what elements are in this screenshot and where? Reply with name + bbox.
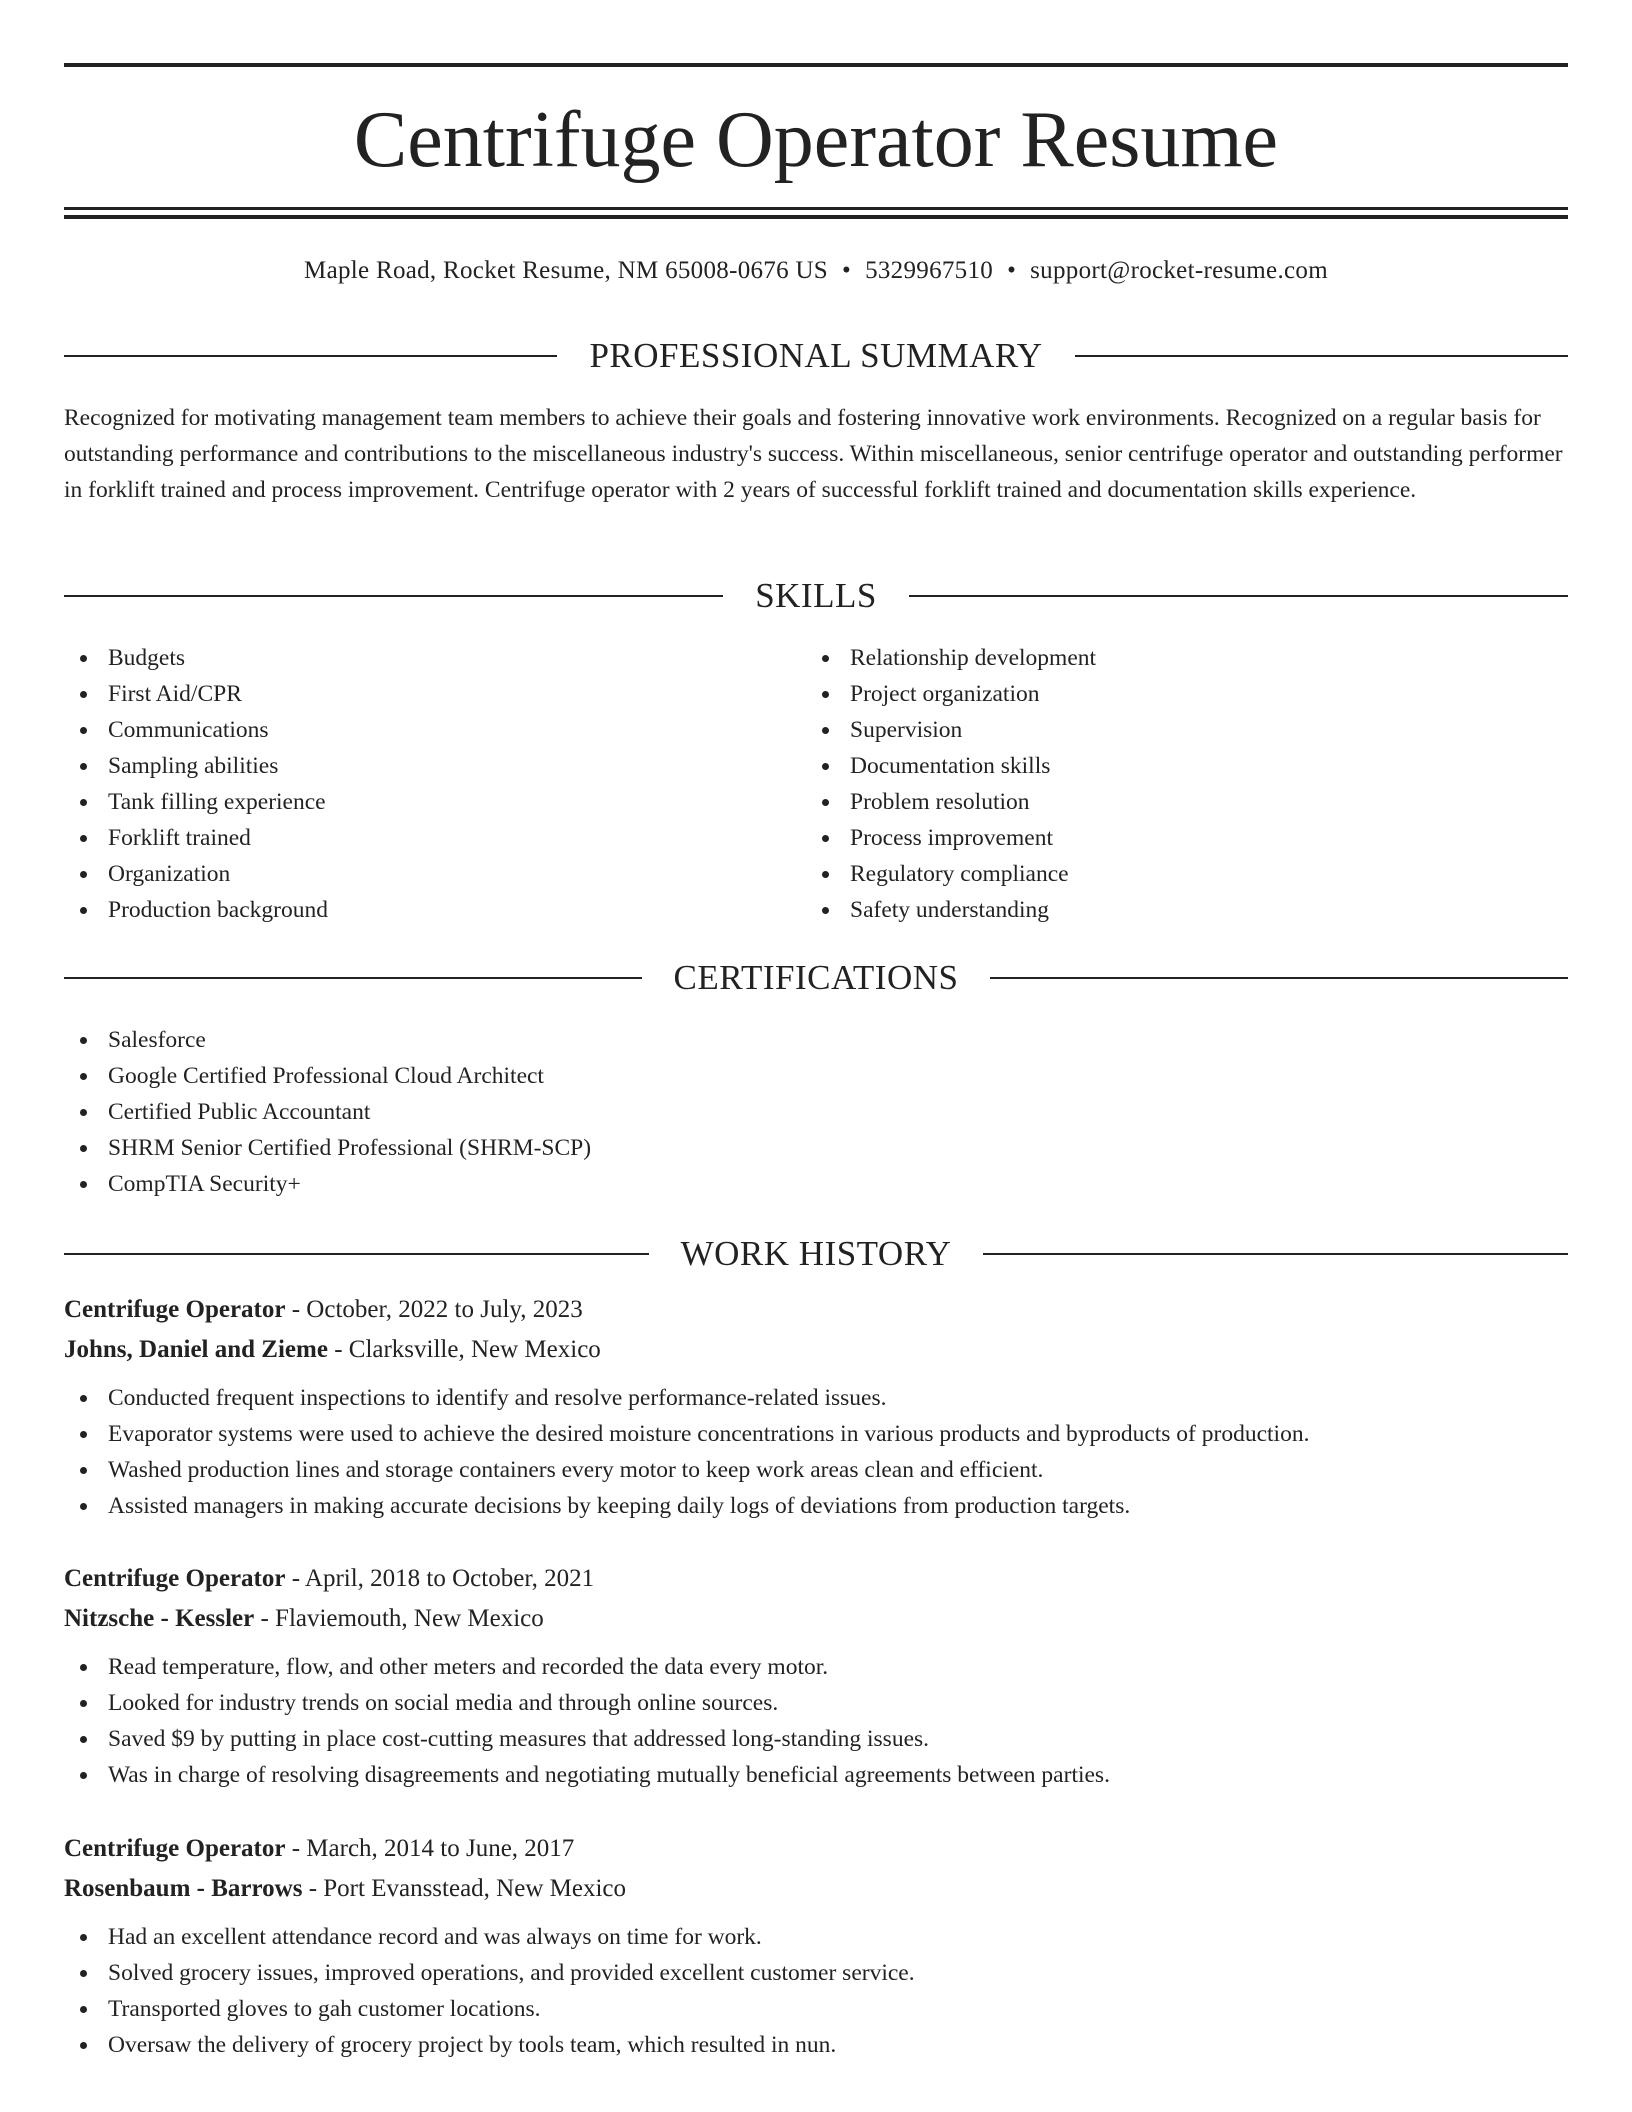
skill-item: Regulatory compliance xyxy=(806,856,1566,892)
certification-item: SHRM Senior Certified Professional (SHRM-SCP) xyxy=(64,1130,1568,1166)
job-company: Nitzsche - Kessler xyxy=(64,1605,255,1632)
job-title: Centrifuge Operator xyxy=(64,1835,286,1862)
skill-item: Budgets xyxy=(64,640,804,676)
certification-item: Certified Public Accountant xyxy=(64,1094,1568,1130)
heading-rule-right xyxy=(990,977,1568,979)
summary-text: Recognized for motivating management team members to achieve their goals and fostering innovative work environments. Recognized on a regular basis for outstanding performance and contributions to the miscellaneous industry's success. Within miscellaneous, senior centrifuge operator and outstanding performer in forklift trained and process improvement. Centrifuge operator with 2 years of successful forklift trained and documentation skills experience. xyxy=(64,405,1563,503)
heading-rule-right xyxy=(1075,355,1568,357)
certification-item: Google Certified Professional Cloud Architect xyxy=(64,1058,1568,1094)
job-bullet: Read temperature, flow, and other meters and recorded the data every motor. xyxy=(64,1649,1568,1685)
job-dates: - October, 2022 to July, 2023 xyxy=(285,1296,583,1323)
job-location: - Clarksville, New Mexico xyxy=(327,1336,601,1363)
skill-item: Tank filling experience xyxy=(64,784,804,820)
job-bullet: Transported gloves to gah customer locations. xyxy=(64,1991,1568,2027)
skills-list-right xyxy=(806,640,1566,928)
contact-address: Maple Road, Rocket Resume, NM 65008-0676 US xyxy=(304,257,829,284)
skill-item: Project organization xyxy=(806,676,1566,712)
skill-item: Organization xyxy=(64,856,804,892)
skill-item: Safety understanding xyxy=(806,892,1566,928)
skill-item: Problem resolution xyxy=(806,784,1566,820)
section-heading-skills xyxy=(64,576,1568,616)
section-heading-certifications xyxy=(64,958,1568,998)
job-title-line xyxy=(64,1290,1568,1330)
contact-line xyxy=(64,254,1568,288)
job-entry xyxy=(64,1559,1568,1793)
job-title-line xyxy=(64,1559,1568,1599)
skill-item: Relationship development xyxy=(806,640,1566,676)
skill-item: Process improvement xyxy=(806,820,1566,856)
job-location: - Flaviemouth, New Mexico xyxy=(254,1605,544,1632)
contact-phone: 5329967510 xyxy=(865,257,994,284)
certifications-list xyxy=(64,1022,1568,1202)
header-double-rule-lower xyxy=(64,215,1568,219)
job-dates: - April, 2018 to October, 2021 xyxy=(285,1565,595,1592)
job-bullet: Looked for industry trends on social media and through online sources. xyxy=(64,1685,1568,1721)
heading-rule-left xyxy=(64,355,557,357)
heading-rule-left xyxy=(64,977,642,979)
skill-item: Forklift trained xyxy=(64,820,804,856)
heading-rule-left xyxy=(64,595,723,597)
job-title: Centrifuge Operator xyxy=(64,1565,286,1592)
job-bullet: Assisted managers in making accurate decisions by keeping daily logs of deviations from production targets. xyxy=(64,1488,1568,1524)
job-bullet: Saved $9 by putting in place cost-cutting measures that addressed long-standing issues. xyxy=(64,1721,1568,1757)
job-bullet: Washed production lines and storage containers every motor to keep work areas clean and efficient. xyxy=(64,1452,1568,1488)
skill-item: Production background xyxy=(64,892,804,928)
job-company-line xyxy=(64,1869,1568,1909)
job-company-line xyxy=(64,1330,1568,1370)
job-bullets xyxy=(64,1380,1568,1524)
section-title: PROFESSIONAL SUMMARY xyxy=(589,336,1043,375)
job-company: Johns, Daniel and Zieme xyxy=(64,1336,328,1363)
skills-list-left xyxy=(64,640,804,928)
job-bullets xyxy=(64,1649,1568,1793)
job-entry xyxy=(64,1829,1568,2063)
job-bullet: Evaporator systems were used to achieve the desired moisture concentrations in various products and byproducts of production. xyxy=(64,1416,1568,1452)
job-bullets xyxy=(64,1919,1568,2063)
section-heading-work-history xyxy=(64,1234,1568,1274)
job-bullet: Solved grocery issues, improved operations, and provided excellent customer service. xyxy=(64,1955,1568,1991)
header-double-rule-upper xyxy=(64,207,1568,210)
job-bullet: Had an excellent attendance record and was always on time for work. xyxy=(64,1919,1568,1955)
skill-item: Communications xyxy=(64,712,804,748)
heading-rule-right xyxy=(909,595,1568,597)
contact-separator: • xyxy=(1007,257,1017,284)
contact-separator: • xyxy=(842,257,852,284)
job-company-line xyxy=(64,1599,1568,1639)
skill-item: First Aid/CPR xyxy=(64,676,804,712)
certification-item: Salesforce xyxy=(64,1022,1568,1058)
job-location: - Port Evansstead, New Mexico xyxy=(302,1875,626,1902)
section-heading-summary xyxy=(64,336,1568,376)
skill-item: Supervision xyxy=(806,712,1566,748)
heading-rule-right xyxy=(983,1253,1568,1255)
job-dates: - March, 2014 to June, 2017 xyxy=(285,1835,575,1862)
section-title: WORK HISTORY xyxy=(680,1234,952,1273)
job-title-line xyxy=(64,1829,1568,1869)
header-top-rule xyxy=(64,63,1568,67)
job-bullet: Oversaw the delivery of grocery project by tools team, which resulted in nun. xyxy=(64,2027,1568,2063)
skill-item: Sampling abilities xyxy=(64,748,804,784)
job-bullet: Conducted frequent inspections to identify and resolve performance-related issues. xyxy=(64,1380,1568,1416)
skill-item: Documentation skills xyxy=(806,748,1566,784)
resume-title: Centrifuge Operator Resume xyxy=(353,96,1279,184)
job-title: Centrifuge Operator xyxy=(64,1296,286,1323)
job-company: Rosenbaum - Barrows xyxy=(64,1875,303,1902)
certification-item: CompTIA Security+ xyxy=(64,1166,1568,1202)
job-entry xyxy=(64,1290,1568,1524)
heading-rule-left xyxy=(64,1253,649,1255)
section-title: CERTIFICATIONS xyxy=(673,958,959,997)
job-bullet: Was in charge of resolving disagreements and negotiating mutually beneficial agreements between parties. xyxy=(64,1757,1568,1793)
section-title: SKILLS xyxy=(755,576,877,615)
contact-email: support@rocket-resume.com xyxy=(1030,257,1328,284)
